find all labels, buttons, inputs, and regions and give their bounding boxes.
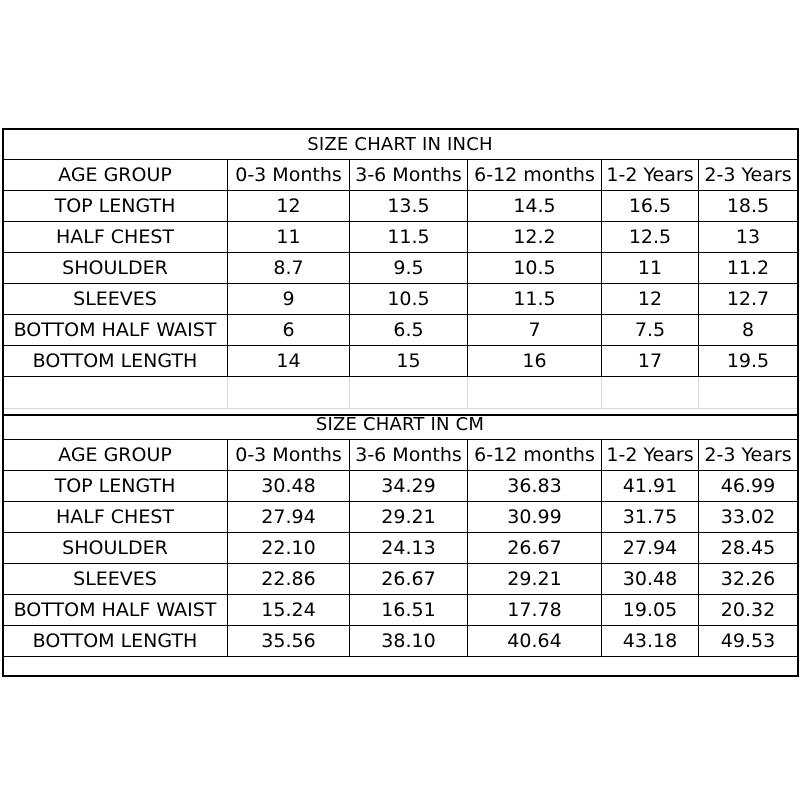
table-cell: 46.99: [699, 471, 798, 502]
column-header: AGE GROUP: [3, 160, 228, 191]
table-cell: 30.48: [602, 564, 699, 595]
table-cell: 12: [228, 191, 350, 222]
empty-cell: [3, 377, 228, 409]
cm-title-row: [3, 409, 798, 440]
row-label: SHOULDER: [3, 533, 228, 564]
table-cell: 7.5: [602, 315, 699, 346]
table-cell: 27.94: [602, 533, 699, 564]
table-cell: 41.91: [602, 471, 699, 502]
table-cell: 26.67: [468, 533, 602, 564]
table-cell: 10.5: [468, 253, 602, 284]
column-header: 3-6 Months: [350, 160, 468, 191]
table-cell: 6: [228, 315, 350, 346]
table-row: [3, 191, 798, 222]
table-cell: 28.45: [699, 533, 798, 564]
table-cell: 12.5: [602, 222, 699, 253]
table-row: [3, 595, 798, 626]
table-cell: 10.5: [350, 284, 468, 315]
row-label: SHOULDER: [3, 253, 228, 284]
table-cell: 16: [468, 346, 602, 377]
table-row: [3, 346, 798, 377]
column-header: 0-3 Months: [228, 440, 350, 471]
table-cell: 14.5: [468, 191, 602, 222]
table-cell: 32.26: [699, 564, 798, 595]
empty-cell: [350, 377, 468, 409]
table-cell: 26.67: [350, 564, 468, 595]
empty-cell: [699, 377, 798, 409]
table-cell: 8: [699, 315, 798, 346]
row-label: TOP LENGTH: [3, 191, 228, 222]
column-header: 2-3 Years: [699, 160, 798, 191]
table-cell: 24.13: [350, 533, 468, 564]
row-label: BOTTOM HALF WAIST: [3, 595, 228, 626]
table-cell: 43.18: [602, 626, 699, 657]
table-cell: 15.24: [228, 595, 350, 626]
table-cell: 20.32: [699, 595, 798, 626]
row-label: BOTTOM LENGTH: [3, 346, 228, 377]
column-header: 6-12 months: [468, 160, 602, 191]
table-cell: 29.21: [350, 502, 468, 533]
column-header: 6-12 months: [468, 440, 602, 471]
spacer-row: [3, 377, 798, 409]
row-label: HALF CHEST: [3, 222, 228, 253]
table-cell: 22.86: [228, 564, 350, 595]
row-label: BOTTOM LENGTH: [3, 626, 228, 657]
table-cell: 17.78: [468, 595, 602, 626]
table-row: [3, 315, 798, 346]
table-row: [3, 284, 798, 315]
column-header: 2-3 Years: [699, 440, 798, 471]
table-cell: 31.75: [602, 502, 699, 533]
row-label: BOTTOM HALF WAIST: [3, 315, 228, 346]
table-cell: 29.21: [468, 564, 602, 595]
table-cell: 12.7: [699, 284, 798, 315]
table-cell: 12: [602, 284, 699, 315]
inch-title-row: [3, 129, 798, 160]
table-cell: 11.5: [350, 222, 468, 253]
table-row: [3, 502, 798, 533]
row-label: TOP LENGTH: [3, 471, 228, 502]
table-cell: 22.10: [228, 533, 350, 564]
row-label: SLEEVES: [3, 564, 228, 595]
table-cell: 30.48: [228, 471, 350, 502]
table-cell: 18.5: [699, 191, 798, 222]
table-cell: 16.5: [602, 191, 699, 222]
table-row: [3, 222, 798, 253]
table-cell: 11.2: [699, 253, 798, 284]
table-row: [3, 564, 798, 595]
column-header: AGE GROUP: [3, 440, 228, 471]
cm-header-row: [3, 440, 798, 471]
table-cell: 8.7: [228, 253, 350, 284]
table-cell: 6.5: [350, 315, 468, 346]
table-cell: 14: [228, 346, 350, 377]
empty-cell: [228, 377, 350, 409]
column-header: 1-2 Years: [602, 160, 699, 191]
table-cell: 19.05: [602, 595, 699, 626]
size-chart-table: [2, 128, 798, 657]
table-cell: 34.29: [350, 471, 468, 502]
empty-cell: [602, 377, 699, 409]
empty-cell: [468, 377, 602, 409]
table-cell: 16.51: [350, 595, 468, 626]
table-cell: 11.5: [468, 284, 602, 315]
row-label: SLEEVES: [3, 284, 228, 315]
table-cell: 7: [468, 315, 602, 346]
table-cell: 49.53: [699, 626, 798, 657]
size-chart-sheet: [2, 128, 797, 657]
table-row: [3, 533, 798, 564]
table-cell: 13.5: [350, 191, 468, 222]
table-cell: 17: [602, 346, 699, 377]
table-cell: 33.02: [699, 502, 798, 533]
inch-header-row: [3, 160, 798, 191]
table-cell: 11: [228, 222, 350, 253]
table-cell: 36.83: [468, 471, 602, 502]
table-cell: 12.2: [468, 222, 602, 253]
table-cell: 11: [602, 253, 699, 284]
row-label: HALF CHEST: [3, 502, 228, 533]
table-cell: 30.99: [468, 502, 602, 533]
column-header: 0-3 Months: [228, 160, 350, 191]
table-row: [3, 471, 798, 502]
table-cell: 40.64: [468, 626, 602, 657]
table-row: [3, 626, 798, 657]
table-cell: 35.56: [228, 626, 350, 657]
table-cell: 9: [228, 284, 350, 315]
column-header: 3-6 Months: [350, 440, 468, 471]
inch-table-title: SIZE CHART IN INCH: [3, 129, 798, 160]
table-row: [3, 253, 798, 284]
table-cell: 13: [699, 222, 798, 253]
table-cell: 38.10: [350, 626, 468, 657]
cm-table-title: SIZE CHART IN CM: [3, 409, 798, 440]
table-cell: 27.94: [228, 502, 350, 533]
column-header: 1-2 Years: [602, 440, 699, 471]
table-cell: 15: [350, 346, 468, 377]
table-cell: 19.5: [699, 346, 798, 377]
table-cell: 9.5: [350, 253, 468, 284]
